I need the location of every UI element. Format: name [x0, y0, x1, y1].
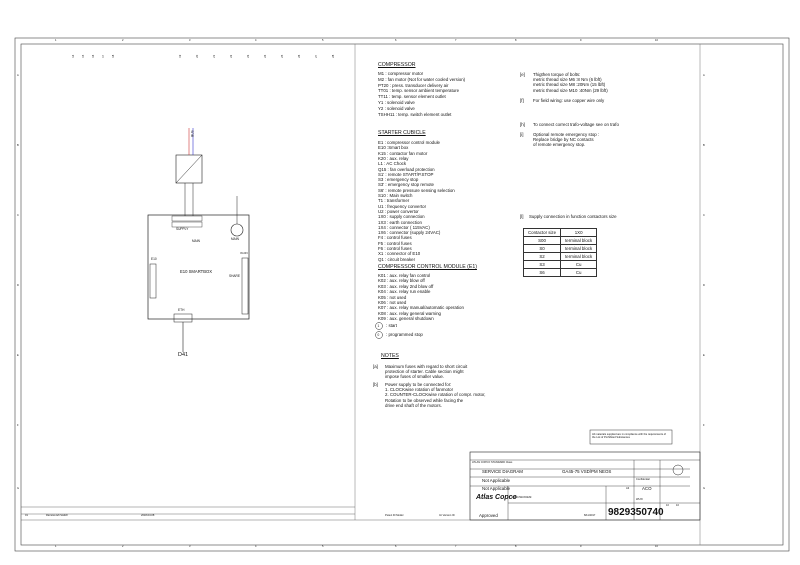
approved-stamp: Approved [479, 513, 498, 518]
starter-item: 1X4 : connector ( 115VAC) [378, 224, 430, 230]
terminal-number: 15 [82, 54, 86, 58]
not-applicable-2: Not Applicable [482, 486, 511, 491]
starter-item: E10 :Smart box [378, 145, 409, 151]
grid-row-label: E [17, 354, 19, 357]
note-b-mark: [b] [373, 382, 378, 387]
starter-item: L1 : AC Chock [378, 161, 407, 167]
model-name: GA45-75 VSD/PM NEOS [562, 469, 612, 474]
contactor-table-row [524, 253, 597, 261]
starter-item: 1X0 : supply connection [378, 214, 425, 220]
note-i-line: of remote emergency stop. [533, 142, 586, 148]
grid-col-label: 2 [122, 39, 124, 42]
grid-row-label: G [703, 487, 706, 490]
bottom-left-text: Pstext ID Model [385, 514, 404, 517]
e10-label: E10 [151, 257, 157, 261]
terminal-number: 19 [179, 54, 183, 58]
compliance-note: All materials supplied are in compliance with the requirements of the List of Prohibited Substances [592, 433, 666, 440]
starter-item: S3 : emergency stop [378, 177, 419, 183]
grid-row-label: F [17, 424, 19, 427]
grid-row-label: G [17, 487, 20, 490]
note-i-line: Replace bridge by NC contacts [533, 137, 594, 143]
starter-item: K15 : contactor fan motor [378, 150, 428, 156]
control-module-item: K09 : aux. general shutdown [378, 316, 434, 322]
starter-item: Q1 : circuit breaker [378, 256, 416, 262]
smartbox-label: E10 SMARTBOX [180, 269, 213, 274]
location: WUXI [636, 498, 643, 501]
contactor-table-row [524, 237, 597, 245]
contactor-table-header [524, 229, 597, 237]
share-label: SHARE [229, 274, 240, 278]
terminal-number: 24 [264, 54, 268, 58]
starter-item: F4 : control fuses [378, 235, 412, 241]
main-label: MAIN [192, 239, 200, 243]
note-i-line: Optional remote emergency stop : [533, 132, 600, 137]
revision-date: 2018-03-08 [141, 514, 155, 517]
note-b-line: Power supply to be connected for: [385, 382, 452, 387]
sheet-number: 10 [666, 504, 669, 507]
compressor-heading: COMPRESSOR [378, 62, 416, 68]
note-h-mark: [h] [520, 122, 525, 127]
terminal-number: 27 [315, 54, 319, 58]
starter-item: T1 : transformer [378, 198, 410, 204]
control-module-heading: COMPRESSOR CONTROL MODULE (E1) [378, 264, 477, 270]
note-h-text: To connect correct trafo-voltage see on trafo [533, 122, 619, 127]
revision-number: 01 [25, 514, 28, 517]
grid-col-label: 6 [395, 545, 397, 548]
starter-item: F5 : control fuses [378, 240, 412, 246]
document-number: 9829350740 [608, 507, 664, 518]
starter-item: X1 : connector of E10 [378, 251, 421, 257]
connection-type-cell: terminal block [561, 245, 597, 253]
grid-row-label: F [703, 424, 705, 427]
issue-date: 8/11/2017 [584, 514, 596, 517]
starter-item: 1X6 : connector (supply 24VAC) [378, 230, 441, 236]
contactor-size-cell: S2 [524, 253, 561, 261]
starter-item: U2 : power convertor [378, 208, 419, 214]
aco-code: ACO [642, 486, 652, 491]
revision-description: Remove E6 Switch [46, 514, 68, 517]
legend-stop-text: : programmed stop [386, 332, 423, 337]
doc-type: SERVICE DIAGRAM [482, 469, 523, 474]
contactor-table-row [524, 261, 597, 269]
grid-col-label: 6 [395, 39, 397, 42]
note-e-line: metric thread size M10 :40Nm (29 lbft) [533, 87, 608, 93]
connection-type-cell: terminal block [561, 237, 597, 245]
note-a-line: Maximum fuses with regard to short circuit [385, 364, 468, 369]
grid-row-label: B [17, 144, 19, 147]
control-module-item: K02 : aux. relay blow off [378, 278, 425, 284]
grid-col-label: 1 [55, 39, 57, 42]
starter-heading: STARTER CUBICLE [378, 130, 426, 136]
control-module-item: K04 : aux. relay run enable [378, 289, 431, 295]
grid-col-label: 8 [515, 39, 517, 42]
1x0-header: 1X0 [561, 229, 597, 237]
contactor-size-cell: S0 [524, 245, 561, 253]
control-module-item: K07 : aux. relay manual/automatic operation [378, 305, 464, 311]
starter-item: Q15 : fan overload protection [378, 166, 435, 172]
starter-item: E1 : compressor control module [378, 140, 440, 145]
compressor-item: TT11 : temp. sensor element outlet [378, 94, 446, 100]
grid-col-label: 10 [655, 545, 658, 548]
grid-col-label: 8 [515, 545, 517, 548]
grid-row-label: D [703, 284, 705, 287]
bottom-mid-text: Int Version ID [439, 514, 455, 517]
grid-col-label: 5 [322, 39, 324, 42]
size-code: A3 [626, 487, 630, 490]
contactor-size-cell: S6 [524, 269, 561, 277]
terminal-number: 23 [247, 54, 251, 58]
grid-row-label: C [17, 214, 19, 217]
note-b-line: 2. COUNTER-CLOCKwise rotation of compr. motor, [385, 392, 486, 398]
grid-col-label: 3 [189, 39, 191, 42]
connection-type-cell: Cu [561, 269, 597, 277]
contactor-size-cell: S3 [524, 261, 561, 269]
confidential-small: Confidential [636, 478, 650, 481]
starter-item: S3' : emergency stop remote [378, 182, 434, 188]
note-e-line: metric thread size M6 :8 Nm (6 lbft) [533, 77, 602, 83]
eth-label: ETH [178, 308, 185, 312]
compressor-item: M2 : fan motor (Not for water cooled version) [378, 76, 466, 82]
grid-row-label: E [703, 354, 705, 357]
grid-col-label: 10 [655, 39, 658, 42]
grid-row-label: B [703, 144, 705, 147]
grid-col-label: 4 [255, 545, 257, 548]
legend-start-text: : start [386, 323, 397, 328]
main-motor-label: MAIN [231, 237, 239, 241]
atlas-copco-logo: Atlas Copco [476, 494, 517, 501]
note-f-mark: [f] [520, 98, 524, 103]
contactor-table [523, 228, 597, 277]
compressor-item: Y1 : solenoid valve [378, 100, 415, 105]
supply-label: SUPPLY [176, 227, 189, 231]
compressor-item: TSHH11 : temp. switch element outlet [378, 111, 452, 117]
control-module-item: K03 : aux. relay 2nd blow off [378, 283, 434, 289]
grid-row-label: C [703, 214, 705, 217]
grid-col-label: 9 [580, 39, 582, 42]
note-a-mark: [a] [373, 364, 378, 369]
legend-start-symbol: 1 [377, 323, 380, 328]
terminal-number: 18 [112, 54, 116, 58]
starter-item: S1' : remote START/P.STOP [378, 171, 434, 177]
note-a-line: impose fuses of smaller value. [385, 374, 445, 380]
control-module-item: K05 : not used [378, 294, 407, 300]
starter-item: U1 : frequency convertor [378, 203, 427, 209]
terminal-number: 28 [332, 54, 336, 58]
terminal-number: 14 [72, 54, 76, 58]
terminal-number: 16 [92, 54, 96, 58]
contactor-table-row [524, 245, 597, 253]
terminal-number: 22 [230, 54, 234, 58]
grid-col-label: 4 [255, 39, 257, 42]
starter-item: 1X3 : earth connection [378, 219, 422, 225]
contactor-size-cell: S00 [524, 237, 561, 245]
grid-col-label: 5 [322, 545, 324, 548]
cable-d41-label: D41 [178, 352, 189, 358]
note-l-mark: [l] [520, 214, 524, 219]
compressor-item: PT20 : press. transducer delivery air [378, 82, 449, 88]
grid-row-label: D [17, 284, 19, 287]
note-b-line: drive end shaft of the motors. [385, 402, 442, 408]
note-e-line: metric thread size M8 :20Nm (15 lbft) [533, 82, 606, 88]
sheet-total: 10 [676, 504, 679, 507]
company-class: ATLAS COPCO STANDARD Class [472, 461, 513, 464]
drawn-by: APAC/WUXI/ENI [512, 496, 532, 499]
grid-row-label: A [17, 74, 19, 77]
note-b-line: Rotation to be observed while facing the [385, 397, 464, 403]
note-e-mark: [e] [520, 72, 525, 77]
starter-item: S10 : Main switch [378, 193, 413, 198]
terminal-number: 25 [281, 54, 285, 58]
side-rating-label: IN:24V [240, 252, 248, 255]
grid-col-label: 7 [455, 545, 457, 548]
connection-type-cell: terminal block [561, 253, 597, 261]
note-i-mark: [i] [520, 132, 524, 137]
compressor-item: TT01 : temp. sensor ambient temperature [378, 88, 460, 94]
bus-label: BUS [190, 130, 195, 137]
terminal-number: 17 [102, 54, 106, 58]
not-applicable-1: Not Applicable [482, 478, 511, 483]
compressor-item: M1 : compressor motor [378, 71, 424, 76]
terminal-number: 26 [298, 54, 302, 58]
legend-stop-symbol: 0 [377, 332, 380, 337]
connection-type-cell: Cu [561, 261, 597, 269]
note-b-line: 1. CLOCKwise rotation of fanmotor [385, 387, 454, 393]
starter-item: S6' : remote pressure sensing selection [378, 187, 455, 193]
note-a-line: protection of starter. Cable section might [385, 369, 464, 375]
note-e-line: Thigthen torque of bolts: [533, 72, 581, 77]
compressor-item: Y2 : solenoid valve [378, 105, 415, 111]
contactor-table-row [524, 269, 597, 277]
starter-item: K20 : aux. relay [378, 155, 409, 161]
starter-item: F6 : control fuses [378, 246, 412, 251]
control-module-item: K06 : not used [378, 300, 407, 305]
contactor-size-header: Contactor size [524, 229, 561, 237]
grid-col-label: 7 [455, 39, 457, 42]
terminal-number: 20 [196, 54, 200, 58]
note-l-text: Supply connection in function contactors size [529, 214, 617, 219]
notes-heading: NOTES [381, 353, 399, 359]
control-module-item: K01 : aux. relay fan control [378, 273, 431, 278]
control-module-item: K08 : aux. relay general warning [378, 310, 441, 316]
grid-col-label: 9 [580, 545, 582, 548]
note-f-text: For field wiring: use copper wire only [533, 98, 605, 103]
grid-row-label: A [703, 74, 705, 77]
terminal-number: 21 [213, 54, 217, 58]
grid-col-label: 1 [55, 545, 57, 548]
grid-col-label: 2 [122, 545, 124, 548]
grid-col-label: 3 [189, 545, 191, 548]
